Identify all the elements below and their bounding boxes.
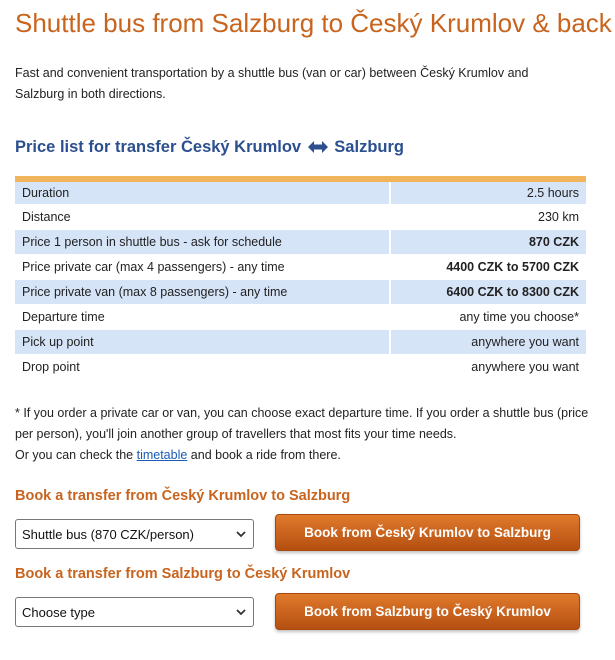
row-label: Price 1 person in shuttle bus - ask for schedule [15, 229, 390, 254]
table-row [15, 304, 586, 329]
chevron-down-icon [235, 528, 247, 540]
price-list-heading [15, 138, 404, 157]
price-list-heading-left: Price list for transfer Český Krumlov [15, 138, 302, 156]
transfer-type-select-from-salzburg[interactable] [15, 597, 254, 627]
row-value: 2.5 hours [390, 179, 586, 204]
book-from-salzburg-button[interactable]: Book from Salzburg to Český Krumlov [275, 593, 580, 630]
table-row [15, 254, 586, 279]
row-value: anywhere you want [390, 354, 586, 379]
price-table [15, 176, 586, 380]
row-value: 870 CZK [390, 229, 586, 254]
page-title: Shuttle bus from Salzburg to Český Krumlov & back [15, 8, 612, 38]
table-row [15, 229, 586, 254]
footnote-before-link: Or you can check the [15, 448, 137, 462]
booking-heading-from-krumlov: Book a transfer from Český Krumlov to Salzburg [15, 488, 351, 504]
footnote-after-link: and book a ride from there. [187, 448, 341, 462]
transfer-type-select-from-krumlov[interactable] [15, 519, 254, 549]
row-label: Duration [15, 179, 390, 204]
row-value: 4400 CZK to 5700 CZK [390, 254, 586, 279]
row-value: any time you choose* [390, 304, 586, 329]
footnote-timetable-line [15, 445, 595, 466]
price-list-heading-right: Salzburg [334, 138, 404, 156]
footnote-text: * If you order a private car or van, you can choose exact departure time. If you order a shuttle bus (price per person), you'll join another group of travellers that most fits your time needs. [15, 406, 589, 441]
row-label: Drop point [15, 354, 390, 379]
row-value: 6400 CZK to 8300 CZK [390, 279, 586, 304]
row-value: anywhere you want [390, 329, 586, 354]
table-row [15, 204, 586, 229]
row-value: 230 km [390, 204, 586, 229]
table-row [15, 279, 586, 304]
table-row [15, 179, 586, 204]
row-label: Departure time [15, 304, 390, 329]
row-label: Price private van (max 8 passengers) - any time [15, 279, 390, 304]
chevron-down-icon [235, 606, 247, 618]
intro-text: Fast and convenient transportation by a shuttle bus (van or car) between Český Krumlov and Salzburg in both directions. [15, 66, 529, 101]
row-label: Price private car (max 4 passengers) - any time [15, 254, 390, 279]
select-value: Shuttle bus (870 CZK/person) [22, 526, 194, 542]
table-row [15, 354, 586, 379]
booking-heading-from-salzburg: Book a transfer from Salzburg to Český Krumlov [15, 566, 351, 582]
timetable-link[interactable]: timetable [136, 448, 188, 462]
book-from-krumlov-button[interactable]: Book from Český Krumlov to Salzburg [275, 514, 580, 551]
footnote [15, 403, 595, 466]
left-right-arrow-icon [308, 141, 328, 153]
row-label: Pick up point [15, 329, 390, 354]
row-label: Distance [15, 204, 390, 229]
select-value: Choose type [22, 604, 95, 620]
table-row [15, 329, 586, 354]
